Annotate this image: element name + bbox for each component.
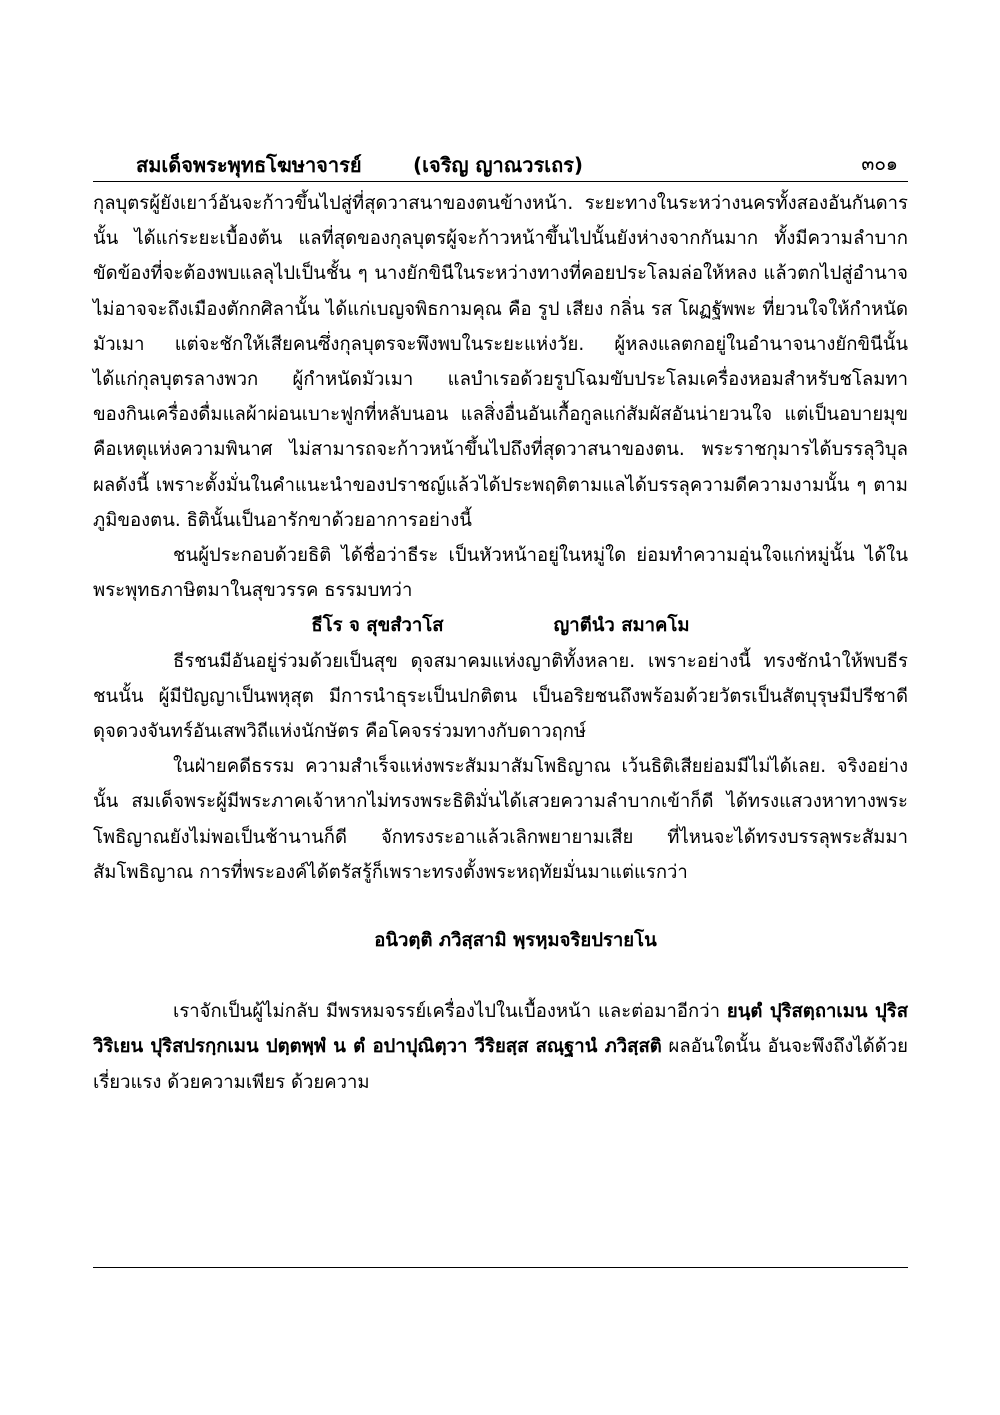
paragraph-2: ชนผู้ประกอบด้วยธิติ ได้ชื่อว่าธีระ เป็นหัวหน้าอยู่ในหมู่ใด ย่อมทำความอุ่นใจแก่หมู่นั้น ได้ในพระพุทธภาษิตมาในสุขวรรค ธรรมบทว่า (93, 545, 908, 602)
paragraph-5-pali: ยนฺตํ ปุริสตฺถาเมน ปุริสวิริเยน ปุริสปรกฺกเมน ปตฺตพฺพํ น ตํ อปาปุณิตฺวา วีริยสฺส สณฺฐานํ ภวิสฺสติ (93, 1001, 908, 1058)
paragraph-4: ในฝ่ายคดีธรรม ความสำเร็จแห่งพระสัมมาสัมโพธิญาณ เว้นธิติเสียย่อมมีไม่ได้เลย. จริงอย่างนั้น สมเด็จพระผู้มีพระภาคเจ้าหากไม่ทรงพระธิติมั่นได้เสวยความลำบากเข้าก็ดี ได้ทรงแสวงหาทางพระโพธิญาณยังไม่พอเป็นช้านานก็ดี จักทรงระอาแล้วเลิกพยายามเสีย ที่ไหนจะได้ทรงบรรลุพระสัมมาสัมโพธิญาณ การที่พระองค์ได้ตรัสรู้ก็เพราะทรงตั้งพระหฤทัยมั่นมาแต่แรกว่า (93, 756, 908, 883)
page-header (93, 143, 908, 182)
paragraph-1: กุลบุตรผู้ยังเยาว์อันจะก้าวขึ้นไปสู่ที่สุดวาสนาของตนข้างหน้า. ระยะทางในระหว่างนครทั้งสองอันกันดารนั้น ได้แก่ระยะเบื้องต้น แลที่สุดของกุลบุตรผู้จะก้าวหน้าขึ้นไปนั้นยังห่างจากกันมาก ทั้งมีความลำบากขัดข้องที่จะต้องพบแลลุไปเป็นชั้น ๆ นางยักขินีในระหว่างทางที่คอยประโลมล่อให้หลง แล้วตกไปสู่อำนาจไม่อาจจะถึงเมืองตักกศิลานั้น ได้แก่เบญจพิธกามคุณ คือ รูป เสียง กลิ่น รส โผฏฐัพพะ ที่ยวนใจให้กำหนัดมัวเมา แต่จะชักให้เสียคนซึ่งกุลบุตรจะพึงพบในระยะแห่งวัย. ผู้หลงแลตกอยู่ในอำนาจนางยักขินีนั้น ได้แก่กุลบุตรลางพวก ผู้กำหนัดมัวเมา แลบำเรอด้วยรูปโฉมขับประโลมเครื่องหอมสำหรับชโลมทา ของกินเครื่องดื่มแลผ้าผ่อนเบาะฟูกที่หลับนอน แลสิ่งอื่นอันเกื้อกูลแก่สัมผัสอันน่ายวนใจ แต่เป็นอบายมุข คือเหตุแห่งความพินาศ ไม่สามารถจะก้าวหน้าขึ้นไปถึงที่สุดวาสนาของตน. พระราชกุมารได้บรรลุวิบุลผลดังนี้ เพราะตั้งมั่นในคำแนะนำของปราชญ์แล้วได้ประพฤติตามแลได้บรรลุความดีความงามนั้น ๆ ตามภูมิของตน. ธิตินั้นเป็นอารักขาด้วยอาการอย่างนี้ (93, 193, 908, 531)
page-number: ๓๐๑ (861, 153, 898, 175)
pali-verse-1-left: ธีโร จ สุขสํวาโส (311, 615, 444, 637)
paragraph-5 (93, 994, 908, 1100)
footer-divider (93, 1267, 908, 1268)
header-subtitle: (เจริญ ญาณวรเถร) (413, 153, 584, 177)
paragraph-3: ธีรชนมีอันอยู่ร่วมด้วยเป็นสุข ดุจสมาคมแห่งญาติทั้งหลาย. เพราะอย่างนี้ ทรงชักนำให้พบธีรชนนั้น ผู้มีปัญญาเป็นพหุสุต มีการนำธุระเป็นปกติตน เป็นอริยชนถึงพร้อมด้วยวัตรเป็นสัตบุรุษมีปรีชาดี ดุจดวงจันทร์อันเสพวิถีแห่งนักษัตร คือโคจรร่วมทางกับดาวฤกษ์ (93, 650, 908, 743)
paragraph-5-end: ผลอันใดนั้น อันจะพึงถึงได้ด้วยเรี่ยวแรง ด้วยความเพียร ด้วยความ (93, 1036, 909, 1093)
pali-verse-1-right: ญาตีนํว สมาคโม (553, 615, 690, 637)
header-author: สมเด็จพระพุทธโฆษาจารย์ (136, 153, 362, 177)
pali-verse-2: อนิวตฺติ ภวิสฺสามิ พฺรหฺมจริยปรายโน (374, 930, 657, 952)
paragraph-5-start: เราจักเป็นผู้ไม่กลับ มีพรหมจรรย์เครื่องไปในเบื้องหน้า และต่อมาอีกว่า (173, 1001, 727, 1023)
pali-verse-1 (93, 608, 908, 643)
body-text (93, 186, 908, 1100)
